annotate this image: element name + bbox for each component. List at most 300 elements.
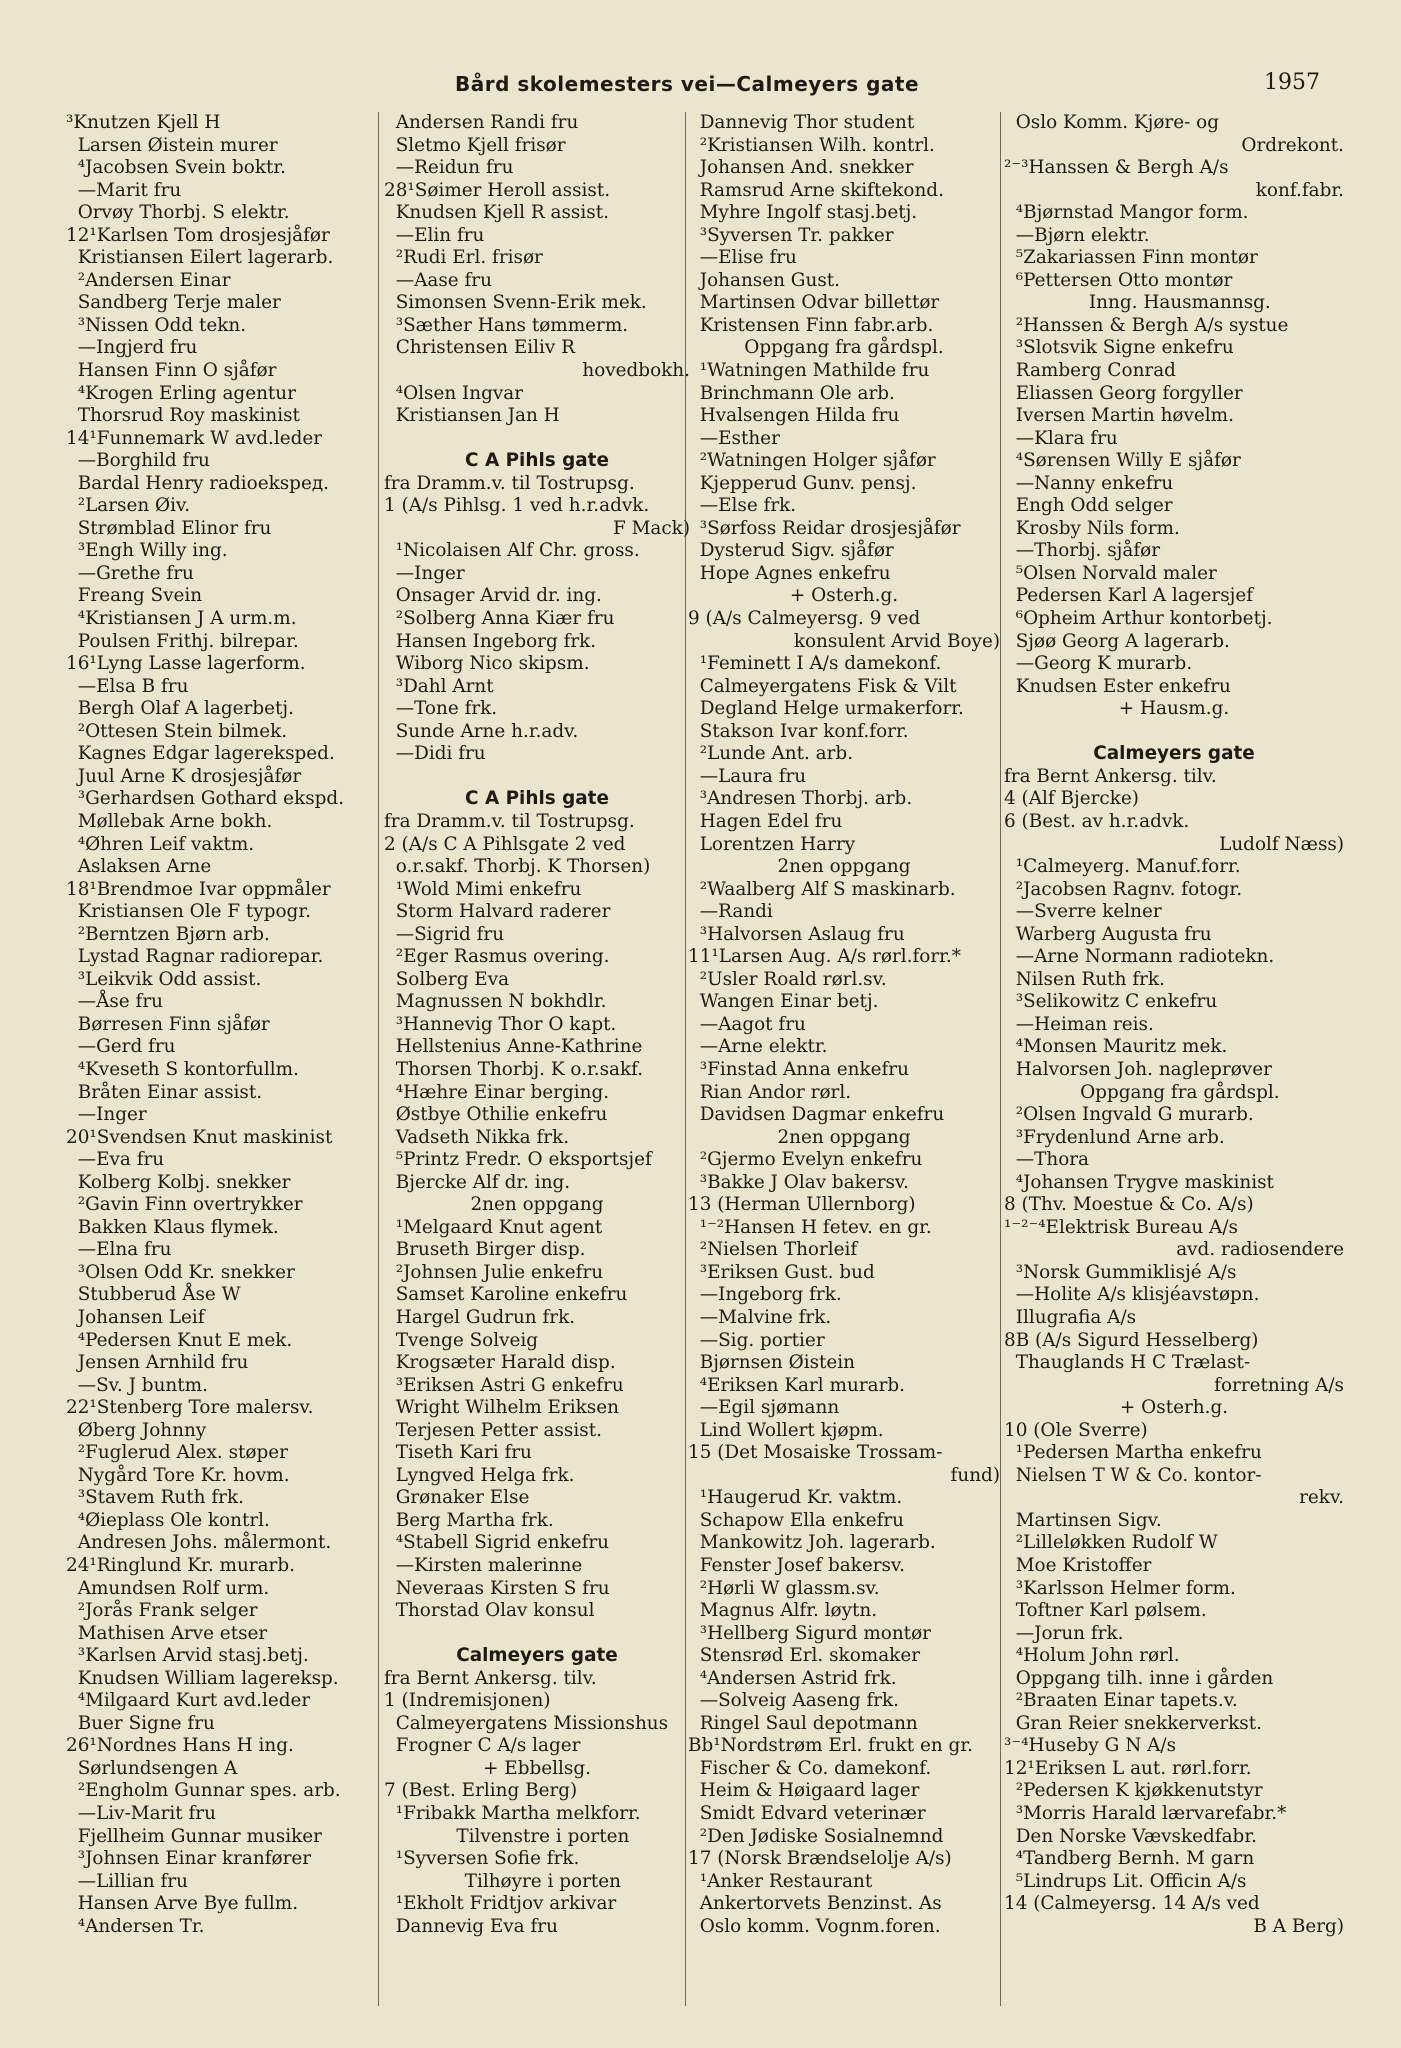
directory-entry: Inng. Hausmannsg.: [1077, 292, 1271, 314]
directory-entry: Oppgang tilh. inne i gården: [1004, 1667, 1274, 1689]
directory-entry: ³Slotsvik Signe enkefru: [1004, 337, 1234, 359]
directory-entry: Dannevig Eva fru: [384, 1915, 558, 1937]
directory-entry: Moe Kristoffer: [1004, 1555, 1152, 1576]
directory-entry: ⁴Milgaard Kurt avd.leder: [66, 1690, 311, 1712]
directory-entry: Andresen Johs. målermont.: [66, 1532, 332, 1554]
directory-entry: ³Finstad Anna enkefru: [688, 1058, 909, 1080]
directory-entry: ²Hørli W glassm.sv.: [688, 1577, 880, 1599]
directory-entry: Lyngved Helga frk.: [384, 1464, 575, 1486]
directory-entry: 13 (Herman Ullernborg): [688, 1194, 916, 1216]
directory-entry: Den Norske Vævskedfabr.: [1004, 1825, 1257, 1847]
directory-entry: —Ingeborg frk.: [688, 1284, 842, 1306]
directory-entry: ²Gjermo Evelyn enkefru: [688, 1149, 923, 1171]
directory-entry: Kjepperud Gunv. pensj.: [688, 472, 917, 494]
directory-entry: ⁵Olsen Norvald maler: [1004, 562, 1217, 584]
directory-entry: Krosby Nils form.: [1004, 517, 1180, 539]
directory-entry: —Eva fru: [66, 1149, 165, 1171]
directory-entry: Dysterud Sigv. sjåfør: [688, 540, 894, 562]
directory-entry: ¹Wold Mimi enkefru: [384, 878, 582, 900]
directory-entry: Kagnes Edgar lagereksped.: [66, 743, 335, 765]
directory-entry: Juul Arne K drosjesjåfør: [66, 765, 302, 787]
directory-entry: ³Stavem Ruth frk.: [66, 1487, 244, 1509]
directory-entry: ³⁻⁴Huseby G N A/s: [1004, 1735, 1177, 1757]
directory-entry: —Thorbj. sjåfør: [1004, 540, 1160, 562]
page-number: 1957: [1264, 70, 1320, 95]
directory-entry: Vadseth Nikka frk.: [384, 1126, 570, 1148]
directory-entry: ³Hellberg Sigurd montør: [688, 1622, 931, 1644]
directory-entry: 14 (Calmeyersg. 14 A/s ved: [1004, 1893, 1260, 1915]
directory-entry: 9 (A/s Calmeyersg. 9 ved: [688, 608, 921, 630]
directory-entry: —Randi: [688, 901, 773, 923]
directory-entry: ⁴Øhren Leif vaktm.: [66, 833, 255, 855]
directory-entry: ³Sæther Hans tømmerm.: [384, 314, 629, 336]
directory-entry: —Lillian fru: [66, 1870, 188, 1892]
directory-entry: ³Karlsson Helmer form.: [1004, 1577, 1236, 1599]
directory-entry: ³Frydenlund Arne arb.: [1004, 1126, 1225, 1148]
directory-entry: Jensen Arnhild fru: [66, 1352, 249, 1374]
directory-entry: Toftner Karl pølsem.: [1004, 1600, 1207, 1622]
directory-entry: ⁶Pettersen Otto montør: [1004, 269, 1233, 291]
directory-column-1: [66, 112, 378, 1938]
directory-entry: ⁴Krogen Erling agentur: [66, 382, 296, 404]
directory-entry: Stubberud Åse W: [66, 1284, 241, 1306]
directory-column-4: [1004, 112, 1344, 1938]
page-title: Bård skolemesters vei—Calmeyers gate: [455, 72, 920, 96]
directory-entry: —Laura fru: [688, 765, 807, 787]
directory-entry: —Sv. J buntm.: [66, 1374, 208, 1396]
directory-entry: Martinsen Odvar billettør: [688, 292, 940, 314]
directory-entry: 1 (A/s Pihlsg. 1 ved h.r.advk.: [384, 495, 650, 517]
directory-entry: Bardal Henry radioekspeд.: [66, 472, 329, 494]
directory-entry: + Osterh.g.: [789, 585, 899, 607]
directory-entry: —Esther: [688, 427, 780, 449]
directory-entry: 20¹Svendsen Knut maskinist: [66, 1126, 333, 1148]
directory-entry: Lystad Ragnar radiorepar.: [66, 946, 324, 968]
directory-entry: konf.fabr.: [1255, 179, 1344, 201]
directory-entry: Stakson Ivar konf.forr.: [688, 720, 909, 742]
directory-entry: fra Bernt Ankersg. tilv.: [1004, 765, 1217, 787]
directory-entry: 1 (Indremisjonen): [384, 1690, 551, 1712]
directory-entry: 7 (Best. Erling Berg): [384, 1780, 578, 1802]
directory-entry: ¹Watningen Mathilde fru: [688, 360, 930, 382]
street-heading: Calmeyers gate: [456, 1645, 618, 1667]
directory-entry: Oppgang fra gårdspl.: [744, 337, 944, 359]
directory-entry: ⁴Holum John rørl.: [1004, 1645, 1180, 1667]
directory-entry: ²Jorås Frank selger: [66, 1600, 258, 1622]
directory-entry: —Marit fru: [66, 179, 182, 201]
directory-entry: 4 (Alf Bjercke): [1004, 788, 1139, 810]
directory-entry: ²Eger Rasmus overing.: [384, 946, 610, 968]
directory-entry: —Heiman reis.: [1004, 1013, 1154, 1035]
directory-entry: Andersen Randi fru: [384, 112, 579, 133]
directory-entry: forretning A/s: [1214, 1374, 1344, 1396]
directory-entry: + Ebbellsg.: [483, 1757, 591, 1779]
directory-entry: —Nanny enkefru: [1004, 472, 1174, 494]
directory-entry: Nygård Tore Kr. hovm.: [66, 1464, 290, 1486]
directory-entry: ¹Fribakk Martha melkforr.: [384, 1803, 641, 1825]
directory-entry: Engh Odd selger: [1004, 495, 1173, 517]
directory-entry: ¹Haugerud Kr. vaktm.: [688, 1487, 903, 1509]
directory-entry: ³Halvorsen Aslaug fru: [688, 923, 905, 945]
directory-entry: ⁴Øieplass Ole kontrl.: [66, 1509, 270, 1531]
directory-entry: Knudsen Kjell R assist.: [384, 202, 609, 224]
directory-entry: ³Leikvik Odd assist.: [66, 968, 262, 990]
directory-entry: Freang Svein: [66, 585, 203, 607]
directory-entry: Smidt Edvard veterinær: [688, 1803, 926, 1825]
directory-entry: fra Dramm.v. til Tostrupsg.: [384, 810, 635, 832]
directory-entry: Knudsen Ester enkefru: [1004, 675, 1231, 697]
directory-entry: Ordrekont.: [1241, 134, 1344, 156]
directory-entry: Kolberg Kolbj. snekker: [66, 1171, 291, 1193]
directory-entry: —Inger: [384, 562, 465, 584]
directory-entry: ¹⁻²⁻⁴Elektrisk Bureau A/s: [1004, 1216, 1238, 1238]
directory-entry: ⁴Sørensen Willy E sjåfør: [1004, 450, 1241, 472]
directory-entry: ⁴Eriksen Karl murarb.: [688, 1374, 905, 1396]
directory-entry: Bb¹Nordstrøm Erl. frukt en gr.: [688, 1735, 973, 1757]
directory-entry: —Grethe fru: [66, 562, 194, 584]
directory-entry: Møllebak Arne bokh.: [66, 810, 273, 832]
directory-entry: ³Eriksen Gust. bud: [688, 1261, 875, 1283]
directory-entry: ¹Anker Restaurant: [688, 1870, 873, 1892]
directory-entry: 8 (Thv. Moestue & Co. A/s): [1004, 1194, 1254, 1216]
directory-entry: [384, 1623, 690, 1646]
directory-entry: ¹Melgaard Knut agent: [384, 1216, 603, 1238]
directory-entry: —Bjørn elektr.: [1004, 224, 1150, 246]
directory-entry: ²Johnsen Julie enkefru: [384, 1261, 604, 1283]
directory-entry: ⁴Jacobsen Svein boktr.: [66, 157, 286, 179]
directory-entry: B A Berg): [1253, 1915, 1344, 1937]
directory-entry: ⁵Printz Fredr. O eksportsjef: [384, 1149, 652, 1171]
directory-entry: fra Dramm.v. til Tostrupsg.: [384, 472, 635, 494]
directory-entry: Kristiansen Jan H: [384, 405, 560, 427]
directory-entry: —Gerd fru: [66, 1036, 176, 1058]
directory-entry: 8B (A/s Sigurd Hesselberg): [1004, 1329, 1259, 1351]
directory-entry: ⁴Monsen Mauritz mek.: [1004, 1036, 1228, 1058]
directory-entry: Orvøy Thorbj. S elektr.: [66, 202, 290, 224]
directory-entry: —Didi fru: [384, 743, 486, 765]
directory-entry: ³Johnsen Einar kranfører: [66, 1848, 312, 1870]
directory-entry: ²Jacobsen Ragnv. fotogr.: [1004, 878, 1243, 900]
directory-entry: Illugrafia A/s: [1004, 1306, 1137, 1328]
directory-entry: Fischer & Co. damekonf.: [688, 1757, 932, 1779]
directory-entry: ⁵Lindrups Lit. Officin A/s: [1004, 1870, 1247, 1892]
directory-entry: Stensrød Erl. skomaker: [688, 1645, 920, 1667]
directory-entry: Halvorsen Joh. nagleprøver: [1004, 1058, 1272, 1080]
directory-entry: ²Waalberg Alf S maskinarb.: [688, 878, 956, 900]
directory-entry: —Inger: [66, 1104, 147, 1126]
directory-entry: ³Bakke J Olav bakersv.: [688, 1171, 909, 1193]
directory-entry: Oslo Komm. Kjøre- og: [1004, 112, 1219, 133]
directory-entry: Larsen Øistein murer: [66, 134, 278, 156]
directory-entry: Bergh Olaf A lagerbetj.: [66, 698, 294, 720]
directory-entry: ³Engh Willy ing.: [66, 540, 228, 562]
directory-entry: + Osterh.g.: [1119, 1397, 1229, 1419]
directory-entry: ³Norsk Gummiklisjé A/s: [1004, 1261, 1237, 1283]
directory-entry: Amundsen Rolf urm.: [66, 1577, 270, 1599]
directory-entry: ³Olsen Odd Kr. snekker: [66, 1261, 295, 1283]
directory-entry: 2nen oppgang: [777, 1126, 911, 1148]
directory-entry: Frogner C A/s lager: [384, 1735, 581, 1757]
directory-entry: —Klara fru: [1004, 427, 1118, 449]
directory-entry: —Arne elektr.: [688, 1036, 828, 1058]
directory-entry: ²Nielsen Thorleif: [688, 1239, 858, 1261]
directory-entry: Mathisen Arve etser: [66, 1622, 268, 1644]
directory-entry: Wiborg Nico skipsm.: [384, 653, 590, 675]
directory-entry: —Kirsten malerinne: [384, 1555, 583, 1576]
directory-entry: ²Fuglerud Alex. støper: [66, 1442, 288, 1464]
directory-entry: ³Nissen Odd tekn.: [66, 314, 247, 336]
directory-column-3: [688, 112, 1000, 1938]
directory-entry: Hansen Arve Bye fullm.: [66, 1893, 299, 1915]
directory-entry: Hvalsengen Hilda fru: [688, 405, 900, 427]
directory-entry: Øberg Johnny: [66, 1419, 207, 1441]
directory-entry: Davidsen Dagmar enkefru: [688, 1104, 945, 1126]
directory-entry: ⁴Andersen Astrid frk.: [688, 1667, 897, 1689]
directory-entry: 2 (A/s C A Pihlsgate 2 ved: [384, 833, 626, 855]
directory-entry: 17 (Norsk Brændselolje A/s): [688, 1848, 952, 1870]
directory-entry: 14¹Funnemark W avd.leder: [66, 427, 323, 449]
directory-entry: ⁴Kristiansen J A urm.m.: [66, 608, 297, 630]
directory-entry: —Thora: [1004, 1149, 1090, 1171]
directory-entry: Bråten Einar assist.: [66, 1081, 263, 1103]
directory-entry: Kristensen Finn fabr.arb.: [688, 314, 934, 336]
directory-entry: Ramsrud Arne skiftekond.: [688, 179, 944, 201]
directory-entry: 16¹Lyng Lasse lagerform.: [66, 653, 306, 675]
directory-entry: ²Den Jødiske Sosialnemnd: [688, 1825, 944, 1847]
directory-entry: —Arne Normann radiotekn.: [1004, 946, 1275, 968]
directory-entry: ²⁻³Hanssen & Bergh A/s: [1004, 157, 1229, 179]
directory-entry: Sandberg Terje maler: [66, 292, 281, 314]
directory-entry: Berg Martha frk.: [384, 1509, 554, 1531]
directory-entry: ²Pedersen K kjøkkenutstyr: [1004, 1780, 1263, 1802]
directory-entry: ¹Feminett I A/s damekonf.: [688, 653, 942, 675]
directory-entry: —Aagot fru: [688, 1013, 806, 1035]
directory-entry: —Reidun fru: [384, 157, 514, 179]
directory-entry: Hope Agnes enkefru: [688, 562, 891, 584]
directory-entry: o.r.sakf. Thorbj. K Thorsen): [384, 856, 651, 878]
directory-entry: Lind Wollert kjøpm.: [688, 1419, 884, 1441]
directory-entry: Sletmo Kjell frisør: [384, 134, 566, 156]
directory-entry: Kristiansen Eilert lagerarb.: [66, 247, 334, 269]
directory-entry: ⁴Bjørnstad Mangor form.: [1004, 202, 1249, 224]
directory-entry: Tiseth Kari fru: [384, 1442, 532, 1464]
directory-column-2: [384, 112, 690, 1938]
directory-entry: ²Hanssen & Bergh A/s systue: [1004, 314, 1289, 336]
directory-entry: Ringel Saul depotmann: [688, 1712, 918, 1734]
directory-entry: ²Braaten Einar tapets.v.: [1004, 1690, 1238, 1712]
directory-entry: Nilsen Ruth frk.: [1004, 968, 1165, 990]
page-header: [0, 70, 1401, 104]
directory-entry: ⁴Hæhre Einar berging.: [384, 1081, 610, 1103]
directory-entry: —Ingjerd fru: [66, 337, 198, 359]
directory-entry: ⁴Tandberg Bernh. M garn: [1004, 1848, 1255, 1870]
directory-entry: Iversen Martin høvelm.: [1004, 405, 1234, 427]
directory-entry: —Elsa B fru: [66, 675, 189, 697]
directory-entry: Ankertorvets Benzinst. As: [688, 1893, 942, 1915]
directory-entry: ⁵Zakariassen Finn montør: [1004, 247, 1258, 269]
directory-entry: ³Gerhardsen Gothard ekspd.: [66, 788, 345, 810]
directory-entry: Sjøø Georg A lagerarb.: [1004, 630, 1230, 652]
directory-entry: Hargel Gudrun frk.: [384, 1306, 576, 1328]
directory-entry: —Aase fru: [384, 269, 492, 291]
directory-entry: fra Bernt Ankersg. tilv.: [384, 1667, 597, 1689]
directory-entry: ¹Syversen Sofie frk.: [384, 1848, 580, 1870]
directory-entry: Johansen Leif: [66, 1306, 205, 1328]
directory-entry: Knudsen William lagereksp.: [66, 1667, 339, 1689]
directory-entry: Hellstenius Anne-Kathrine: [384, 1036, 643, 1058]
directory-entry: —Borghild fru: [66, 450, 210, 472]
directory-entry: 6 (Best. av h.r.advk.: [1004, 810, 1190, 832]
directory-entry: Thauglands H C Trælast-: [1004, 1352, 1251, 1374]
directory-entry: Magnus Alfr. løytn.: [688, 1600, 878, 1622]
directory-entry: Tvenge Solveig: [384, 1329, 539, 1351]
directory-entry: ²Ottesen Stein bilmek.: [66, 720, 288, 742]
directory-entry: —Elin fru: [384, 224, 485, 246]
directory-entry: ³Morris Harald lærvarefabr.*: [1004, 1803, 1287, 1825]
directory-entry: 24¹Ringlund Kr. murarb.: [66, 1555, 295, 1576]
directory-entry: Calmeyergatens Missionshus: [384, 1712, 669, 1734]
directory-entry: hovedbokh.: [582, 360, 690, 382]
directory-entry: 12¹Karlsen Tom drosjesjåfør: [66, 224, 330, 246]
directory-entry: Warberg Augusta fru: [1004, 923, 1212, 945]
directory-entry: Bruseth Birger disp.: [384, 1239, 586, 1261]
directory-entry: Christensen Eiliv R: [384, 337, 576, 359]
directory-entry: Terjesen Petter assist.: [384, 1419, 602, 1441]
directory-entry: Oslo komm. Vognm.foren.: [688, 1915, 941, 1937]
directory-entry: Kristiansen Ole F typogr.: [66, 901, 311, 923]
directory-entry: Martinsen Sigv.: [1004, 1509, 1162, 1531]
directory-entry: Samset Karoline enkefru: [384, 1284, 628, 1306]
directory-entry: Schapow Ella enkefru: [688, 1509, 905, 1531]
directory-entry: Thorsrud Roy maskinist: [66, 405, 300, 427]
directory-entry: ²Larsen Øiv.: [66, 495, 191, 517]
directory-entry: Eliassen Georg forgyller: [1004, 382, 1243, 404]
directory-entry: + Hausm.g.: [1118, 698, 1230, 720]
directory-entry: 22¹Stenberg Tore malersv.: [66, 1397, 314, 1419]
directory-entry: ²Andersen Einar: [66, 269, 231, 291]
directory-entry: rekv.: [1299, 1487, 1344, 1509]
column-divider: [1000, 112, 1001, 2006]
directory-entry: Hansen Ingeborg frk.: [384, 630, 597, 652]
directory-entry: Aslaksen Arne: [66, 856, 212, 878]
directory-entry: ³Hannevig Thor O kapt.: [384, 1013, 617, 1035]
directory-entry: Grønaker Else: [384, 1487, 530, 1509]
directory-entry: 10 (Ole Sverre): [1004, 1419, 1148, 1441]
directory-entry: Sunde Arne h.r.adv.: [384, 720, 579, 742]
directory-entry: ²Olsen Ingvald G murarb.: [1004, 1104, 1254, 1126]
directory-entry: —Jorun frk.: [1004, 1622, 1124, 1644]
directory-entry: Nielsen T W & Co. kontor-: [1004, 1464, 1262, 1486]
directory-entry: 18¹Brendmoe Ivar oppmåler: [66, 878, 331, 900]
directory-entry: —Solveig Aaseng frk.: [688, 1690, 900, 1712]
directory-entry: Ludolf Næss): [1219, 833, 1344, 855]
directory-entry: Wright Wilhelm Eriksen: [384, 1397, 619, 1419]
directory-entry: Lorentzen Harry: [688, 833, 856, 855]
directory-entry: ¹Calmeyerg. Manuf.forr.: [1004, 856, 1241, 878]
directory-entry: ²Solberg Anna Kiær fru: [384, 608, 615, 630]
directory-entry: Pedersen Karl A lagersjef: [1004, 585, 1254, 607]
street-heading: C A Pihls gate: [465, 450, 609, 472]
directory-entry: avd. radiosendere: [1176, 1239, 1344, 1261]
directory-entry: ⁴Olsen Ingvar: [384, 382, 524, 404]
directory-entry: Hagen Edel fru: [688, 810, 843, 832]
directory-entry: Brinchmann Ole arb.: [688, 382, 895, 404]
directory-entry: Neveraas Kirsten S fru: [384, 1577, 610, 1599]
directory-entry: ²Rudi Erl. frisør: [384, 247, 543, 269]
street-heading: Calmeyers gate: [1093, 743, 1255, 765]
directory-entry: —Egil sjømann: [688, 1397, 840, 1419]
directory-entry: —Malvine frk.: [688, 1306, 832, 1328]
directory-entry: ²Kristiansen Wilh. kontrl.: [688, 134, 935, 156]
directory-entry: —Holite A/s klisjéavstøpn.: [1004, 1284, 1260, 1306]
directory-entry: [384, 428, 690, 451]
directory-entry: 15 (Det Mosaiske Trossam-: [688, 1442, 943, 1464]
directory-entry: 2nen oppgang: [470, 1194, 604, 1216]
directory-entry: ⁴Andersen Tr.: [66, 1915, 205, 1937]
directory-entry: Strømblad Elinor fru: [66, 517, 272, 539]
directory-entry: 28¹Søimer Heroll assist.: [384, 179, 611, 201]
directory-entry: Mankowitz Joh. lagerarb.: [688, 1532, 936, 1554]
directory-entry: ²Gavin Finn overtrykker: [66, 1194, 303, 1216]
directory-entry: Gran Reier snekkerverkst.: [1004, 1712, 1262, 1734]
directory-entry: Wangen Einar betj.: [688, 991, 879, 1013]
directory-entry: ²Engholm Gunnar spes. arb.: [66, 1780, 341, 1802]
directory-entry: Johansen Gust.: [688, 269, 841, 291]
directory-entry: Bjørnsen Øistein: [688, 1352, 856, 1374]
directory-entry: F Mack): [612, 517, 690, 539]
directory-entry: [1004, 721, 1344, 744]
directory-entry: Calmeyergatens Fisk & Vilt: [688, 675, 957, 697]
directory-entry: Storm Halvard raderer: [384, 901, 611, 923]
directory-entry: ³Eriksen Astri G enkefru: [384, 1374, 624, 1396]
directory-entry: Hansen Finn O sjåfør: [66, 360, 277, 382]
directory-entry: Magnussen N bokhdlr.: [384, 991, 607, 1013]
column-divider: [378, 112, 379, 2006]
directory-entry: ³Syversen Tr. pakker: [688, 224, 894, 246]
directory-entry: —Else frk.: [688, 495, 797, 517]
directory-entry: Rian Andor rørl.: [688, 1081, 852, 1103]
directory-entry: ³Dahl Arnt: [384, 675, 494, 697]
directory-entry: ³Karlsen Arvid stasj.betj.: [66, 1645, 309, 1667]
directory-entry: —Sig. portier: [688, 1329, 825, 1351]
directory-entry: Fjellheim Gunnar musiker: [66, 1825, 322, 1847]
directory-entry: ²Watningen Holger sjåfør: [688, 450, 936, 472]
directory-entry: ⁶Opheim Arthur kontorbetj.: [1004, 608, 1273, 630]
directory-entry: ²Lilleløkken Rudolf W: [1004, 1532, 1218, 1554]
directory-entry: ²Berntzen Bjørn arb.: [66, 923, 270, 945]
directory-entry: Buer Signe fru: [66, 1712, 215, 1734]
directory-entry: ⁴Stabell Sigrid enkefru: [384, 1532, 610, 1554]
directory-entry: Ramberg Conrad: [1004, 360, 1176, 382]
directory-entry: Solberg Eva: [384, 968, 510, 990]
directory-entry: —Georg K murarb.: [1004, 653, 1193, 675]
directory-entry: 11¹Larsen Aug. A/s rørl.forr.*: [688, 946, 961, 968]
directory-entry: Sørlundsengen A: [66, 1757, 238, 1779]
directory-entry: Onsager Arvid dr. ing.: [384, 585, 602, 607]
directory-entry: Østbye Othilie enkefru: [384, 1104, 608, 1126]
directory-entry: ⁴Johansen Trygve maskinist: [1004, 1171, 1274, 1193]
directory-entry: ⁴Pedersen Knut E mek.: [66, 1329, 293, 1351]
directory-entry: Bjercke Alf dr. ing.: [384, 1171, 571, 1193]
directory-entry: ²Lunde Ant. arb.: [688, 743, 854, 765]
street-heading: C A Pihls gate: [465, 788, 609, 810]
directory-entry: 26¹Nordnes Hans H ing.: [66, 1735, 294, 1757]
directory-entry: 12¹Eriksen L aut. rørl.forr.: [1004, 1757, 1252, 1779]
directory-entry: ³Sørfoss Reidar drosjesjåfør: [688, 517, 961, 539]
directory-entry: konsulent Arvid Boye): [793, 630, 1000, 652]
directory-entry: Johansen And. snekker: [688, 157, 914, 179]
directory-entry: —Elise fru: [688, 247, 797, 269]
